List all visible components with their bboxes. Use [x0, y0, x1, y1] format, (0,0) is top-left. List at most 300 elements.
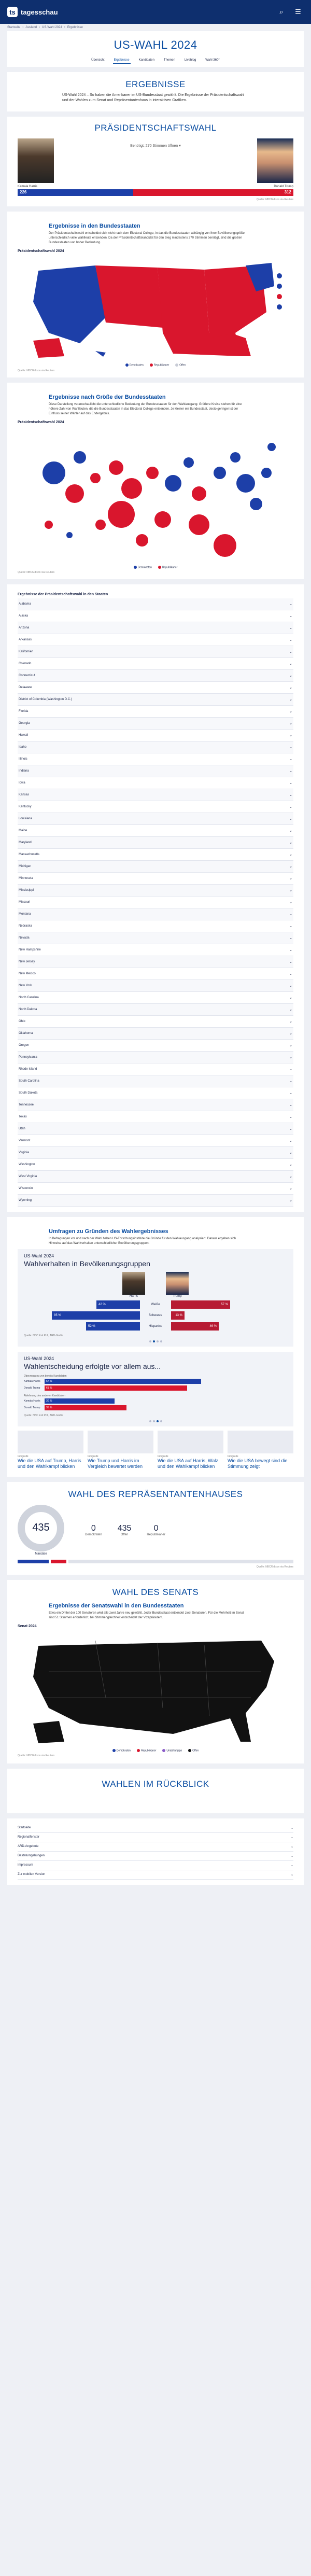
presidential-heading: PRÄSIDENTSCHAFTSWAHL — [94, 123, 217, 133]
chevron-down-icon[interactable]: ⌄ — [289, 1091, 292, 1095]
chevron-down-icon: ⌄ — [290, 1873, 293, 1877]
chevron-down-icon[interactable]: ⌄ — [289, 864, 292, 869]
state-row[interactable] — [18, 801, 293, 813]
harris-bar: 42 % — [96, 1300, 140, 1309]
state-row[interactable] — [18, 682, 293, 694]
state-bubble[interactable] — [214, 534, 236, 557]
state-bubble[interactable] — [109, 460, 123, 475]
block2-label: Ablehnung des anderen Kandidaten — [24, 1394, 65, 1397]
state-row[interactable] — [18, 1016, 293, 1028]
source-note: Quelle: NBC/Edison via Reuters — [18, 369, 55, 372]
senate-map[interactable] — [18, 1630, 287, 1744]
chevron-down-icon[interactable]: ⌄ — [289, 721, 292, 725]
chevron-down-icon: ⌄ — [290, 1854, 293, 1858]
teaser-thumbnail — [228, 1431, 293, 1453]
ev-map-title: Präsidentschaftswahl 2024 — [18, 249, 64, 254]
bubble-map-title: Präsidentschaftswahl 2024 — [18, 420, 64, 424]
legend-rep-swatch — [150, 363, 153, 367]
survey-title: Wahlentscheidung erfolgte vor allem aus... — [24, 1362, 161, 1370]
legend-rep: Republikaner — [162, 565, 178, 569]
breadcrumb: Startseite › Ausland › US-Wahl 2024 › Ergebnisse — [7, 26, 83, 29]
house-total-label: Mandate — [35, 1552, 47, 1556]
state-row[interactable] — [18, 730, 293, 741]
bubble-title: Ergebnisse nach Größe der Bundesstaaten — [49, 394, 166, 400]
chevron-down-icon[interactable]: ⌄ — [289, 1198, 292, 1202]
chevron-down-icon[interactable]: ⌄ — [289, 948, 292, 952]
map-hawaii[interactable] — [95, 351, 106, 357]
search-icon[interactable]: ⌕ — [279, 8, 284, 16]
state-name: Indiana — [19, 769, 29, 773]
state-name: Connecticut — [19, 674, 35, 677]
state-name: New Hampshire — [19, 948, 41, 951]
chevron-down-icon[interactable]: ⌄ — [289, 733, 292, 737]
map-central[interactable] — [158, 268, 209, 338]
site-logo[interactable] — [7, 7, 58, 17]
chevron-down-icon[interactable]: ⌄ — [289, 972, 292, 976]
state-row[interactable] — [18, 1028, 293, 1040]
small-state-marker[interactable] — [277, 273, 282, 278]
state-name: Wisconsin — [19, 1186, 33, 1190]
state-row[interactable] — [18, 741, 293, 753]
chevron-down-icon[interactable]: ⌄ — [289, 1019, 292, 1024]
decision-row — [24, 1405, 287, 1411]
state-row[interactable] — [18, 1135, 293, 1147]
source-note: Quelle: NBC/Edison via Reuters — [18, 570, 55, 574]
legend-dem: Demokraten — [116, 1748, 131, 1752]
teaser-meta: Infografik — [88, 1454, 98, 1458]
chevron-down-icon[interactable]: ⌄ — [289, 793, 292, 797]
breadcrumb-item[interactable]: US-Wahl 2024 — [42, 26, 62, 29]
house-donut[interactable]: 435 — [18, 1505, 64, 1551]
legend-rep: Republikaner — [153, 363, 169, 367]
chevron-down-icon[interactable]: ⌄ — [289, 1007, 292, 1012]
map-alaska[interactable] — [33, 338, 64, 358]
group-bars — [24, 1300, 287, 1331]
state-row[interactable] — [18, 1099, 293, 1111]
state-name: Montana — [19, 912, 31, 916]
breadcrumb-item[interactable]: Ausland — [25, 26, 37, 29]
legend-ind: Unabhängige — [166, 1748, 182, 1752]
senate-text: Etwa ein Drittel der 100 Senatoren wird alle zwei Jahre neu gewählt. Jeder Bundesstaat entsendet zwei Senatoren. Für die Mehrheit im Senat sind 51 Stimmen erforderlich; bei Stimmengleichheit entscheidet der Vizepräsident. — [49, 1611, 244, 1619]
state-name: Iowa — [19, 781, 25, 785]
top-bar — [0, 0, 311, 24]
chevron-down-icon[interactable]: ⌄ — [289, 805, 292, 809]
chevron-down-icon[interactable]: ⌄ — [289, 638, 292, 642]
decision-bar: 67 % — [45, 1379, 201, 1384]
state-bubble[interactable] — [90, 473, 101, 483]
group-row — [24, 1322, 287, 1331]
footer-link[interactable]: ARD-Angebote ⌄ — [18, 1842, 293, 1852]
small-state-marker[interactable] — [277, 304, 282, 310]
results-intro-text: US-Wahl 2024 – So haben die Amerikaner im US-Bundesstaat gewählt. Die Ergebnisse der Präsidentschaftswahl und der Wahlen zum Senat und Repräsentantenhaus in interaktiven Grafiken. — [62, 93, 245, 103]
chevron-down-icon[interactable]: ⌄ — [289, 960, 292, 964]
state-row[interactable] — [18, 849, 293, 861]
chevron-down-icon[interactable]: ⌄ — [289, 1115, 292, 1119]
tab-bar — [18, 57, 293, 64]
state-name: North Dakota — [19, 1007, 37, 1011]
small-state-marker[interactable] — [277, 284, 282, 289]
teaser-title[interactable]: Wie die USA auf Harris, Walz und den Wahlkampf blicken — [158, 1458, 218, 1469]
state-name: Colorado — [19, 662, 32, 665]
survey-title: Wahlverhalten in Bevölkerungsgruppen — [24, 1259, 150, 1268]
small-state-marker[interactable] — [277, 294, 282, 299]
chevron-down-icon[interactable]: ⌄ — [289, 1043, 292, 1047]
state-name: Nebraska — [19, 924, 32, 928]
harris-name: Harris — [130, 1294, 138, 1298]
map-west[interactable] — [33, 265, 106, 343]
state-bubble[interactable] — [165, 475, 181, 492]
teaser-meta: Infografik — [18, 1454, 29, 1458]
chevron-down-icon[interactable]: ⌄ — [289, 1031, 292, 1035]
state-name: Utah — [19, 1127, 25, 1130]
teaser-meta: Infografik — [158, 1454, 168, 1458]
state-row[interactable] — [18, 1171, 293, 1183]
state-row[interactable] — [18, 837, 293, 849]
teaser[interactable] — [228, 1431, 293, 1469]
state-bubble[interactable] — [66, 532, 73, 538]
surveys-title: Umfragen zu Gründen des Wahlergebnisses — [49, 1228, 168, 1235]
chevron-down-icon[interactable]: ⌄ — [289, 602, 292, 606]
map-mountain[interactable] — [95, 265, 163, 328]
chevron-down-icon[interactable]: ⌄ — [289, 888, 292, 892]
chevron-down-icon[interactable]: ⌄ — [289, 650, 292, 654]
trump-photo — [166, 1272, 189, 1295]
state-name: Maryland — [19, 841, 32, 844]
survey-footer: Quelle: NBC Exit Poll, ARD-Grafik — [24, 1334, 63, 1337]
ev-map-card — [7, 212, 304, 377]
state-name: Louisiana — [19, 817, 32, 820]
state-row[interactable] — [18, 1004, 293, 1016]
tab-topics[interactable]: Themen — [163, 59, 175, 62]
state-bubble[interactable] — [74, 451, 86, 464]
decision-label: Donald Trump — [24, 1406, 40, 1410]
footer-link[interactable]: Startseite ⌄ — [18, 1824, 293, 1833]
teaser-grid — [18, 1431, 293, 1469]
state-row[interactable] — [18, 813, 293, 825]
state-bubble[interactable] — [236, 474, 255, 493]
chevron-down-icon[interactable]: ⌄ — [289, 1079, 292, 1083]
menu-icon[interactable]: ☰ — [295, 8, 301, 16]
state-bubble[interactable] — [108, 501, 135, 528]
chevron-down-icon[interactable]: ⌄ — [289, 674, 292, 678]
state-row[interactable] — [18, 992, 293, 1004]
state-row[interactable] — [18, 1159, 293, 1171]
logo-mark-icon: ts — [7, 7, 18, 17]
chevron-down-icon[interactable]: ⌄ — [289, 626, 292, 630]
chevron-down-icon[interactable]: ⌄ — [289, 829, 292, 833]
state-bubble[interactable] — [214, 467, 226, 479]
chevron-down-icon[interactable]: ⌄ — [289, 1174, 292, 1179]
brand-name: tagesschau — [21, 8, 58, 16]
survey-card-decision — [18, 1352, 293, 1426]
state-row[interactable] — [18, 956, 293, 968]
state-row[interactable] — [18, 1075, 293, 1087]
trump-bar: 13 % — [171, 1311, 185, 1320]
state-name: Washington — [19, 1163, 35, 1166]
harris-bar: 52 % — [86, 1322, 140, 1331]
house-seat-strip — [18, 1560, 293, 1563]
title-card — [7, 31, 304, 67]
state-row[interactable] — [18, 861, 293, 873]
trump-bar-segment — [133, 189, 293, 196]
state-row[interactable] — [18, 980, 293, 992]
state-name: New York — [19, 984, 32, 987]
survey-card-groups — [18, 1249, 293, 1347]
chevron-down-icon[interactable]: ⌄ — [289, 685, 292, 690]
tab-360[interactable]: Wahl 360° — [205, 59, 220, 62]
decision-label: Kamala Harris — [24, 1399, 40, 1403]
senate-map-alaska[interactable] — [33, 1721, 64, 1743]
chevron-down-icon[interactable]: ⌄ — [289, 1067, 292, 1071]
candidate-names — [18, 185, 293, 188]
bubble-map-card — [7, 383, 304, 579]
chevron-down-icon[interactable]: ⌄ — [289, 936, 292, 940]
state-bubble[interactable] — [189, 514, 209, 535]
state-name: Maine — [19, 829, 27, 832]
block1-bars — [24, 1379, 287, 1391]
state-row[interactable] — [18, 944, 293, 956]
teaser[interactable] — [158, 1431, 223, 1469]
stat-rep: 0 Republikaner — [147, 1523, 165, 1536]
state-row[interactable] — [18, 622, 293, 634]
state-bubble[interactable] — [250, 498, 262, 510]
senate-map-title: Senat 2024 — [18, 1624, 37, 1628]
legend-dem-swatch — [112, 1749, 116, 1752]
chevron-down-icon[interactable]: ⌄ — [289, 912, 292, 916]
chevron-down-icon[interactable]: ⌄ — [289, 984, 292, 988]
state-row[interactable] — [18, 765, 293, 777]
state-name: Oregon — [19, 1043, 30, 1047]
page-title: US-WAHL 2024 — [114, 38, 197, 51]
chevron-down-icon[interactable]: ⌄ — [289, 614, 292, 618]
block1-label: Überzeugung von bereits Kandidaten — [24, 1374, 67, 1378]
teaser-thumbnail — [158, 1431, 223, 1453]
state-bubble[interactable] — [121, 478, 142, 499]
state-row[interactable] — [18, 1147, 293, 1159]
results-heading: ERGEBNISSE — [125, 79, 186, 89]
state-row[interactable] — [18, 1087, 293, 1099]
state-row[interactable] — [18, 753, 293, 765]
decision-label: Kamala Harris — [24, 1380, 40, 1383]
decision-label: Donald Trump — [24, 1387, 40, 1390]
state-name: Ohio — [19, 1019, 25, 1023]
footer — [7, 1818, 304, 1885]
electoral-bar — [18, 189, 293, 196]
state-bubble[interactable] — [95, 520, 106, 530]
teaser[interactable] — [88, 1431, 153, 1469]
chevron-down-icon[interactable]: ⌄ — [289, 781, 292, 785]
chevron-down-icon[interactable]: ⌄ — [289, 1151, 292, 1155]
bubble-map[interactable] — [18, 426, 287, 561]
state-row[interactable] — [18, 968, 293, 980]
chevron-down-icon[interactable]: ⌄ — [289, 757, 292, 761]
house-heading: WAHL DES REPRÄSENTANTENHAUSES — [68, 1489, 243, 1499]
survey-kicker: US-Wahl 2024 — [24, 1253, 54, 1258]
state-name: South Dakota — [19, 1091, 38, 1095]
state-row[interactable] — [18, 694, 293, 706]
tab-liveblog[interactable]: Liveblog — [184, 59, 196, 62]
state-name: Alabama — [19, 602, 31, 606]
carousel-dots[interactable] — [24, 1420, 287, 1422]
state-row[interactable] — [18, 897, 293, 908]
trump-photo — [257, 138, 293, 183]
footer-link[interactable]: Bestatumgebungen ⌄ — [18, 1852, 293, 1861]
state-row[interactable] — [18, 908, 293, 920]
state-bubble[interactable] — [136, 534, 148, 547]
harris-name: Kamala Harris — [18, 185, 38, 189]
state-bubble[interactable] — [154, 511, 171, 528]
chevron-down-icon[interactable]: ⌄ — [289, 709, 292, 713]
chevron-down-icon[interactable]: ⌄ — [289, 697, 292, 702]
state-name: Alaska — [19, 614, 29, 618]
chevron-down-icon[interactable]: ⌄ — [289, 924, 292, 928]
tab-results[interactable]: Ergebnisse — [113, 57, 131, 64]
state-row[interactable] — [18, 718, 293, 730]
state-row[interactable] — [18, 1183, 293, 1195]
state-bubble[interactable] — [45, 521, 53, 529]
states-table-card — [7, 584, 304, 1212]
teaser-title[interactable]: Wie Trump und Harris im Vergleich bewertet werden — [88, 1458, 143, 1469]
state-name: Arizona — [19, 626, 30, 629]
chevron-down-icon[interactable]: ⌄ — [289, 1163, 292, 1167]
state-row[interactable] — [18, 932, 293, 944]
legend-dem-swatch — [125, 363, 129, 367]
chevron-down-icon[interactable]: ⌄ — [289, 996, 292, 1000]
state-name: Rhode Island — [19, 1067, 37, 1071]
chevron-down-icon[interactable]: ⌄ — [289, 1127, 292, 1131]
ev-title: Ergebnisse in den Bundesstaaten — [49, 223, 140, 230]
state-row[interactable] — [18, 670, 293, 682]
map-south[interactable] — [163, 333, 241, 356]
chevron-down-icon[interactable]: ⌄ — [289, 1186, 292, 1191]
us-state-map[interactable] — [18, 255, 287, 359]
senate-legend — [18, 1749, 293, 1752]
chevron-down-icon[interactable]: ⌄ — [289, 841, 292, 845]
state-row[interactable] — [18, 634, 293, 646]
state-name: Virginia — [19, 1151, 29, 1154]
state-name: Florida — [19, 709, 29, 713]
legend-open-swatch — [175, 363, 178, 367]
legend-dem: Demokraten — [137, 565, 152, 569]
state-bubble[interactable] — [65, 484, 84, 503]
source-note: Quelle: NBC/Edison via Reuters — [256, 1565, 293, 1569]
harris-photo — [122, 1272, 145, 1295]
carousel-dots[interactable] — [24, 1340, 287, 1342]
state-name: New Mexico — [19, 972, 36, 975]
tab-candidates[interactable]: Kandidaten — [138, 59, 154, 62]
chevron-down-icon[interactable]: ⌄ — [289, 900, 292, 904]
footer-link[interactable]: Regionalfenster ⌄ — [18, 1833, 293, 1842]
chevron-down-icon[interactable]: ⌄ — [289, 852, 292, 857]
legend-dem-swatch — [134, 566, 137, 569]
state-row[interactable] — [18, 610, 293, 622]
chevron-down-icon[interactable]: ⌄ — [289, 817, 292, 821]
group-label: Hispanics — [148, 1324, 162, 1328]
teaser[interactable] — [18, 1431, 83, 1469]
chevron-down-icon[interactable]: ⌄ — [289, 1103, 292, 1107]
map-legend — [18, 363, 293, 367]
chevron-down-icon[interactable]: ⌄ — [289, 1055, 292, 1059]
bubble-legend — [18, 566, 293, 569]
footer-link[interactable]: Impressum ⌄ — [18, 1861, 293, 1870]
state-row[interactable] — [18, 1195, 293, 1207]
senate-map-land[interactable] — [33, 1641, 274, 1742]
state-name: Georgia — [19, 721, 30, 725]
state-row[interactable] — [18, 885, 293, 897]
chevron-down-icon: ⌄ — [290, 1836, 293, 1839]
state-row[interactable] — [18, 706, 293, 718]
state-bubble[interactable] — [192, 486, 206, 501]
state-row[interactable] — [18, 873, 293, 885]
state-name: South Carolina — [19, 1079, 39, 1083]
candidate-row — [18, 138, 293, 183]
state-row[interactable] — [18, 789, 293, 801]
footer-link[interactable]: Zur mobilen Version ⌄ — [18, 1870, 293, 1880]
teaser-thumbnail — [18, 1431, 83, 1453]
state-name: Kentucky — [19, 805, 32, 808]
votes-needed[interactable]: Benötigt: 270 Stimmen öffnen ▾ — [130, 144, 181, 148]
teaser-title[interactable]: Wie die USA bewegt sind die Stimmung zeigt — [228, 1458, 288, 1469]
chevron-down-icon[interactable]: ⌄ — [289, 769, 292, 773]
state-bubble[interactable] — [230, 452, 241, 463]
state-row[interactable] — [18, 777, 293, 789]
state-name: Delaware — [19, 685, 32, 689]
state-name: Pennsylvania — [19, 1055, 37, 1059]
tab-overview[interactable]: Übersicht — [91, 59, 105, 62]
state-row[interactable] — [18, 1063, 293, 1075]
state-name: Illinois — [19, 757, 27, 761]
state-bubble[interactable] — [183, 457, 194, 468]
state-name: New Jersey — [19, 960, 35, 963]
group-row — [24, 1311, 287, 1320]
decision-row — [24, 1398, 287, 1404]
states-list — [18, 598, 293, 1207]
state-bubble[interactable] — [267, 443, 276, 451]
trump-bar: 57 % — [171, 1300, 230, 1309]
chevron-down-icon[interactable]: ⌄ — [289, 745, 292, 749]
state-name: Minnesota — [19, 876, 33, 880]
ev-text: Der Präsidentschaftswahl entscheidet sich nicht nach dem Electoral College, in das die Bundesstaaten abhängig von ihrer Bevölkerungsgröße unterschiedlich viele Wahlleute entsenden. Da der Präsidentschaftskandidat für den Sieg mindestens 270 Stimmen benötigt, sind die großen Bundesstaaten von hoher Bedeutung. — [49, 232, 245, 245]
trump-votes: 312 — [284, 190, 291, 195]
chevron-down-icon: ⌄ — [290, 1864, 293, 1867]
state-row[interactable] — [18, 598, 293, 610]
chevron-down-icon[interactable]: ⌄ — [289, 1139, 292, 1143]
state-row[interactable] — [18, 825, 293, 837]
state-bubble[interactable] — [146, 467, 159, 479]
state-row[interactable] — [18, 646, 293, 658]
state-row[interactable] — [18, 1040, 293, 1052]
trump-name: Trump — [173, 1294, 182, 1298]
teaser-title[interactable]: Wie die USA auf Trump, Harris und den Wahlkampf blicken — [18, 1458, 81, 1469]
state-row[interactable] — [18, 658, 293, 670]
chevron-down-icon[interactable]: ⌄ — [289, 662, 292, 666]
state-name: North Carolina — [19, 996, 39, 999]
state-row[interactable] — [18, 920, 293, 932]
survey-footer: Quelle: NBC Exit Poll, ARD-Grafik — [24, 1413, 63, 1417]
state-name: Texas — [19, 1115, 27, 1118]
state-row[interactable] — [18, 1123, 293, 1135]
breadcrumb-item[interactable]: Startseite — [7, 26, 21, 29]
state-name: Arkansas — [19, 638, 32, 641]
state-bubble[interactable] — [261, 468, 272, 478]
state-name: Massachusetts — [19, 852, 40, 856]
chevron-down-icon[interactable]: ⌄ — [289, 876, 292, 880]
state-row[interactable] — [18, 1111, 293, 1123]
trump-bar: 46 % — [171, 1322, 219, 1331]
state-bubble[interactable] — [43, 461, 65, 484]
state-row[interactable] — [18, 1052, 293, 1063]
state-name: Nevada — [19, 936, 30, 940]
